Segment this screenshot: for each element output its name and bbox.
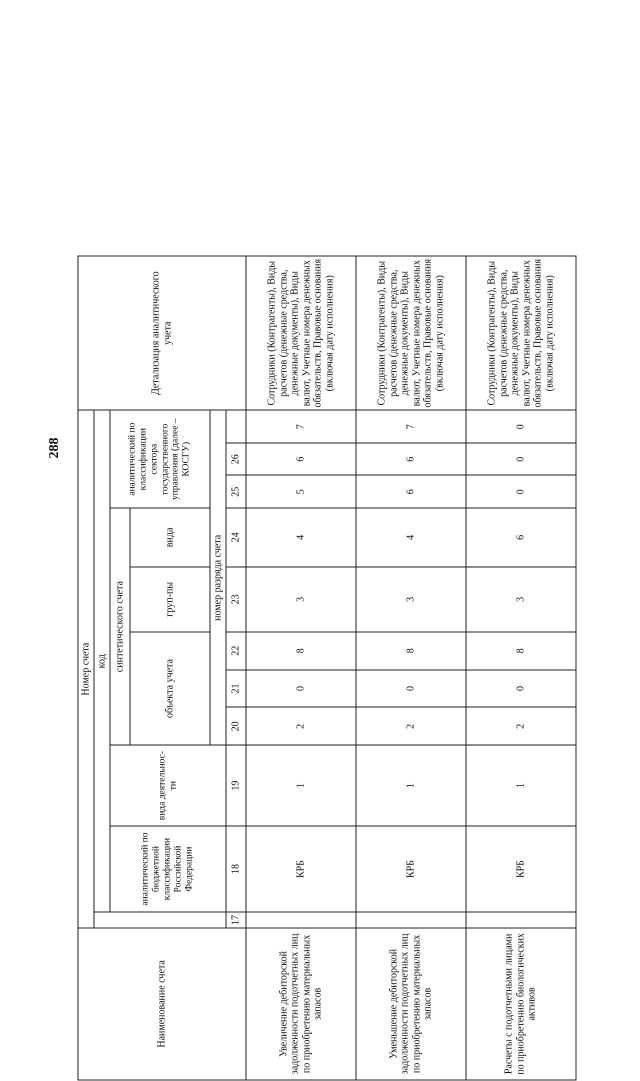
row-account-name: Расчеты с подотчетными лицами по приобретению биологических активов xyxy=(466,928,576,1080)
cell-d19: 2 xyxy=(246,707,356,745)
cell-d22: 3 xyxy=(466,567,576,632)
account-table xyxy=(78,256,577,1081)
digit-21: 21 xyxy=(226,670,246,708)
cell-d23: 4 xyxy=(246,508,356,567)
row-detail: Сотрудники (Контрагенты), Виды расчетов (денежные средства, денежные документы), Виды валют, Учетные номера денежных обязательств, Правовые основания (включая дату исполнения) xyxy=(246,256,356,410)
cell-d26: 7 xyxy=(246,410,356,443)
cell-d17: КРБ xyxy=(356,826,466,912)
header-account-object: объекта учета xyxy=(130,632,210,745)
cell-d17: КРБ xyxy=(466,826,576,912)
row-account-name: Увеличение дебиторской задолженности подотчетных лиц по приобретению материальных запасов xyxy=(246,928,356,1080)
rotated-table-wrapper xyxy=(78,256,568,1081)
table-row xyxy=(246,256,356,1080)
cell-d19: 2 xyxy=(356,707,466,745)
cell-d19: 2 xyxy=(466,707,576,745)
row-detail: Сотрудники (Контрагенты), Виды расчетов (денежные средства, денежные документы), Виды валют, Учетные номера денежных обязательств, Правовые основания (включая дату исполнения) xyxy=(466,256,576,410)
header-type: вида xyxy=(130,508,210,567)
table-row xyxy=(356,256,466,1080)
digit-18: 18 xyxy=(226,826,246,912)
cell-d18: 1 xyxy=(466,745,576,826)
cell-d21: 8 xyxy=(246,632,356,670)
row-spacer xyxy=(356,912,466,928)
row-spacer xyxy=(466,912,576,928)
cell-d26: 0 xyxy=(466,410,576,443)
cell-d18: 1 xyxy=(356,745,466,826)
cell-d25: 6 xyxy=(356,443,466,476)
cell-d25: 6 xyxy=(246,443,356,476)
header-account-name: Наименование счета xyxy=(78,928,246,1080)
header-code: код xyxy=(94,410,110,912)
table-row xyxy=(466,256,576,1080)
header-kosgu: аналитический по классификации сектора государственного управления (далее – КОСГУ) xyxy=(110,410,210,508)
digit-24: 24 xyxy=(226,508,246,567)
cell-d23: 4 xyxy=(356,508,466,567)
header-activity-type: вида деятельнос-ти xyxy=(110,745,226,826)
header-budget-classification: аналитический по бюджетной классификации Российской Федерации xyxy=(110,826,226,912)
digit-23: 23 xyxy=(226,567,246,632)
row-detail: Сотрудники (Контрагенты), Виды расчетов (денежные средства, денежные документы), Виды валют, Учетные номера денежных обязательств, Правовые основания (включая дату исполнения) xyxy=(356,256,466,410)
header-synthetic-account: синтетического счета xyxy=(110,508,130,745)
cell-d26: 7 xyxy=(356,410,466,443)
digit-26: 26 xyxy=(226,443,246,476)
cell-d23: 6 xyxy=(466,508,576,567)
header-analytic-detail: Детализация аналитического учета xyxy=(78,256,246,410)
page-number: 288 xyxy=(47,437,62,459)
cell-d21: 8 xyxy=(356,632,466,670)
cell-d24: 0 xyxy=(466,475,576,508)
cell-d24: 5 xyxy=(246,475,356,508)
cell-d22: 3 xyxy=(356,567,466,632)
header-digit-number: номер разряда счета xyxy=(210,410,226,745)
digit-22: 22 xyxy=(226,632,246,670)
cell-d25: 0 xyxy=(466,443,576,476)
cell-d24: 6 xyxy=(356,475,466,508)
digit-20: 20 xyxy=(226,707,246,745)
row-account-name: Уменьшение дебиторской задолженности подотчетных лиц по приобретению материальных запасов xyxy=(356,928,466,1080)
digit-17: 17 xyxy=(226,912,246,928)
header-group: груп-пы xyxy=(130,567,210,632)
digit-19: 19 xyxy=(226,745,246,826)
cell-d20: 0 xyxy=(466,670,576,708)
cell-d21: 8 xyxy=(466,632,576,670)
cell-d20: 0 xyxy=(246,670,356,708)
header-account-number: Номер счета xyxy=(78,410,94,927)
cell-d22: 3 xyxy=(246,567,356,632)
cell-d18: 1 xyxy=(246,745,356,826)
digit-25: 25 xyxy=(226,475,246,508)
cell-d20: 0 xyxy=(356,670,466,708)
row-spacer xyxy=(246,912,356,928)
header-spacer xyxy=(94,912,226,928)
cell-d17: КРБ xyxy=(246,826,356,912)
